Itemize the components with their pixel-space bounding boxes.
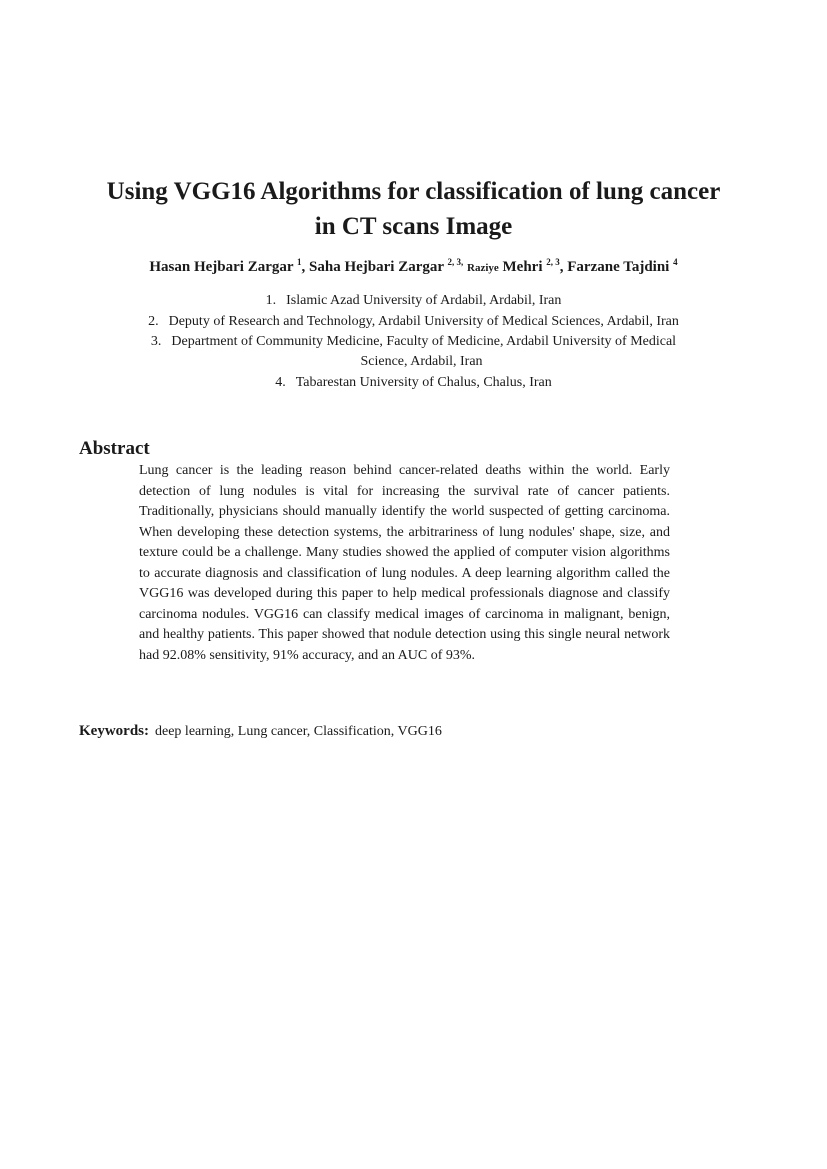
affiliation-text: Deputy of Research and Technology, Ardabil University of Medical Sciences, Ardabil, Iran xyxy=(168,314,679,329)
title-line-2: in CT scans Image xyxy=(314,213,513,240)
keywords-text: deep learning, Lung cancer, Classification, VGG16 xyxy=(155,724,442,739)
keywords-label: Keywords: xyxy=(79,723,149,739)
affiliation-number: 2. xyxy=(148,314,159,329)
affiliation-text: Department of Community Medicine, Faculty of Medicine, Ardabil University of Medical xyxy=(171,334,677,349)
author-name: Farzane Tajdini xyxy=(567,259,670,275)
abstract-body: Lung cancer is the leading reason behind cancer-related deaths within the world. Early detection of lung nodules is vital for increasing the survival rate of cancer patients. Traditionally, physicians should manually identify the world suspected of getting carcinoma. When developing these detection systems, the arbitrariness of lung nodules' shape, size, and texture could be a challenge. Many studies showed the applied of computer vision algorithms to accurate diagnosis and classification of lung nodules. A deep learning algorithm called the VGG16 was developed during this paper to help medical professionals diagnose and classify carcinoma nodules. VGG16 can classify medical images of carcinoma in malignant, benign, and healthy patients. This paper showed that nodule detection using this single neural network had 92.08% sensitivity, 91% accuracy, and an AUC of 93%. xyxy=(139,463,670,663)
affiliation-text-continued: Science, Ardabil, Iran xyxy=(360,354,483,369)
author-superscript: 1 xyxy=(297,257,302,267)
affiliation-number: 3. xyxy=(150,334,162,349)
author-superscript: 4 xyxy=(673,257,678,267)
author-name-small: Raziye xyxy=(467,262,499,274)
affiliation-4 xyxy=(60,373,767,393)
author-name: Mehri xyxy=(502,259,543,275)
affiliation-number: 1. xyxy=(265,293,277,308)
keywords-line xyxy=(79,721,442,742)
affiliation-3 xyxy=(60,332,767,372)
affiliation-2 xyxy=(60,312,767,332)
affiliation-text: Islamic Azad University of Ardabil, Ardabil, Iran xyxy=(286,293,562,308)
author-superscript: 2, 3 xyxy=(546,257,560,267)
abstract-heading: Abstract xyxy=(79,438,150,459)
author-list: Hasan Hejbari Zargar $^1$, Saha Hejbari Zargar $^{2, 3,}$ Raziye Mehri $^{2, 3}$, Farzane Tajdini $^4$ xyxy=(149,257,678,275)
title-line-1: Using VGG16 Algorithms for classification of lung cancer xyxy=(106,178,721,205)
affiliation-text: Tabarestan University of Chalus, Chalus, Iran xyxy=(295,375,552,390)
author-name: Hasan Hejbari Zargar xyxy=(149,259,294,275)
affiliation-1 xyxy=(60,291,767,311)
affiliation-number: 4. xyxy=(275,375,286,390)
paper-title xyxy=(60,174,767,244)
author-name: Saha Hejbari Zargar xyxy=(309,259,444,275)
author-superscript: 2, 3, xyxy=(447,257,464,267)
